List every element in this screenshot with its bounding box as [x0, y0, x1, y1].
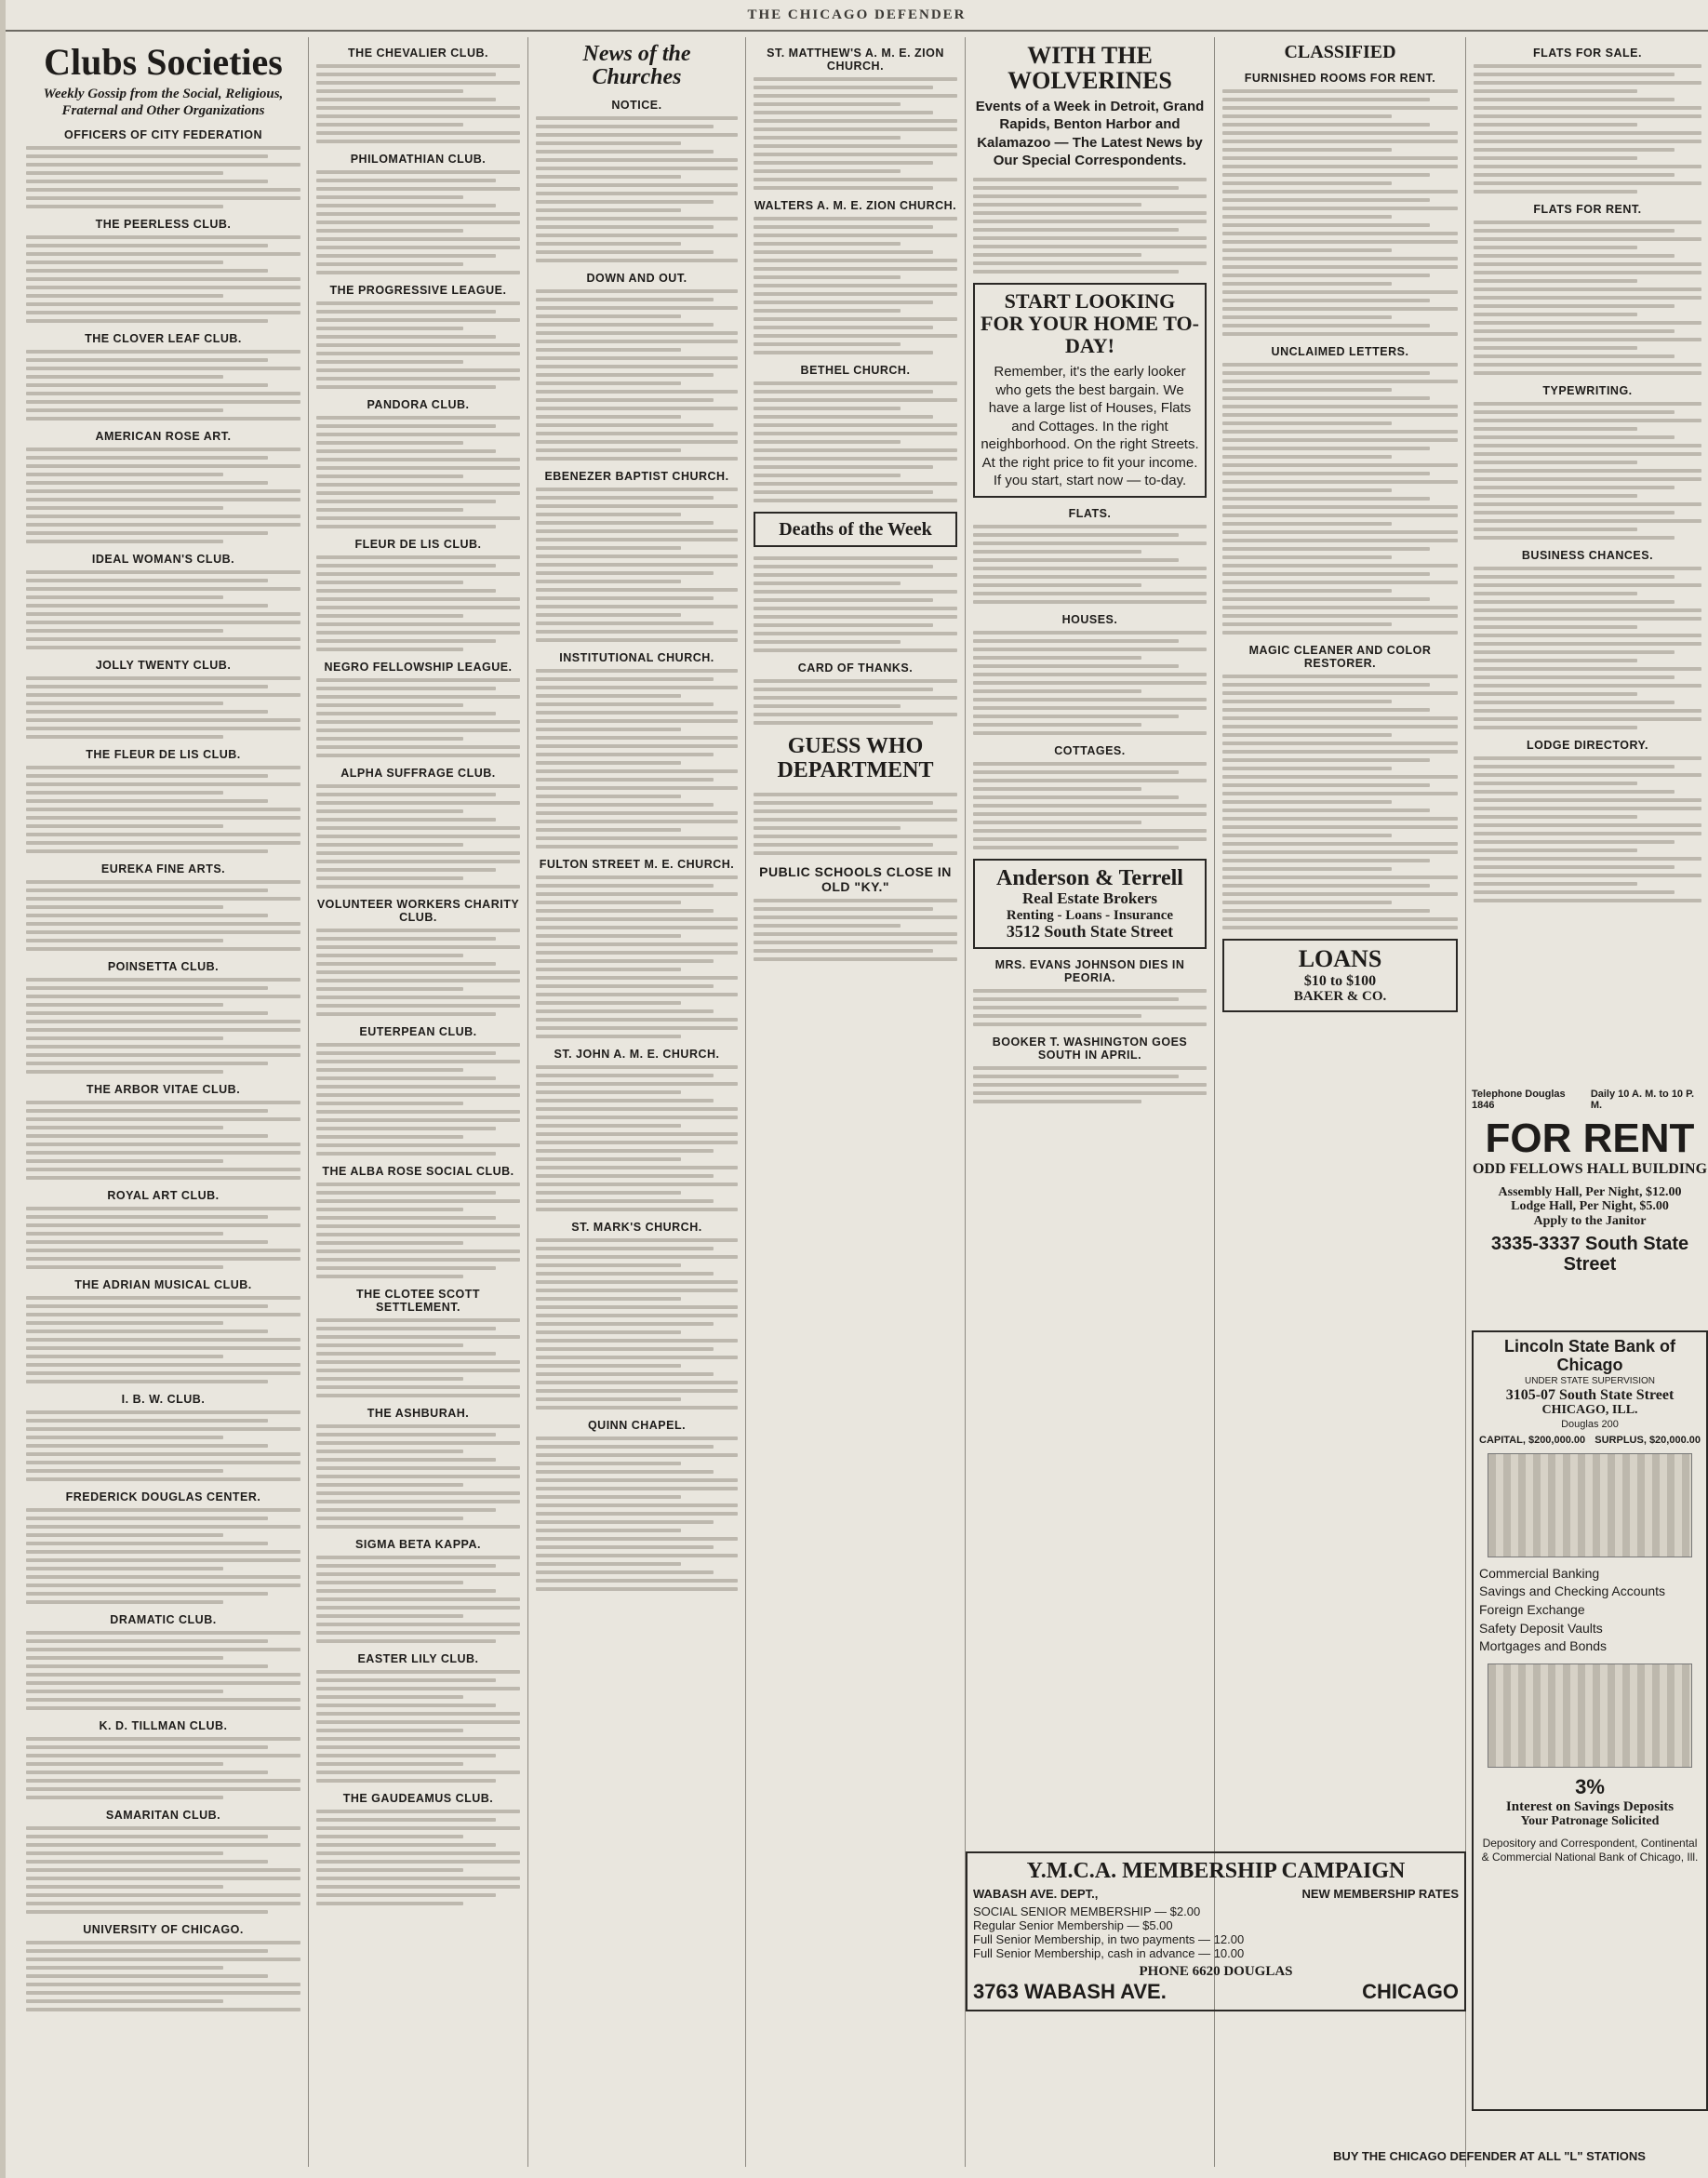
section-body — [973, 762, 1207, 849]
section-body — [26, 448, 300, 543]
realestate-sections — [973, 507, 1207, 849]
section-body — [316, 1318, 520, 1397]
section-body — [316, 1556, 520, 1643]
section-heading: FREDERICK DOUGLAS CENTER. — [65, 1490, 261, 1503]
section-heading: FLATS FOR RENT. — [1533, 203, 1642, 216]
section-heading: MAGIC CLEANER AND COLOR RESTORER. — [1248, 644, 1432, 670]
section-heading: SAMARITAN CLUB. — [105, 1809, 221, 1822]
section-heading: THE PEERLESS CLUB. — [95, 218, 232, 231]
societies-sections — [26, 128, 300, 2011]
section-heading: NOTICE. — [611, 99, 662, 113]
bank-service-item: Savings and Checking Accounts — [1479, 1583, 1666, 1599]
section-body — [536, 669, 738, 848]
section-body — [316, 555, 520, 651]
loans-firm: BAKER & CO. — [1293, 989, 1387, 1005]
bank-interest-rate: 3% — [1575, 1774, 1605, 1798]
ymca-senior: SOCIAL SENIOR MEMBERSHIP — [973, 1904, 1152, 1919]
section-body — [1222, 89, 1458, 336]
ymca-full-price: 12.00 — [1213, 1932, 1245, 1947]
section-body — [26, 1826, 300, 1914]
section-heading: EUREKA FINE ARTS. — [100, 862, 226, 875]
column-church-news — [746, 37, 966, 2167]
loans-title: LOANS — [1298, 945, 1382, 972]
section-body — [26, 146, 300, 208]
loans-ad — [1222, 939, 1458, 1012]
section-body — [536, 1436, 738, 1591]
section-heading: PHILOMATHIAN CLUB. — [350, 153, 487, 166]
section-heading: DOWN AND OUT. — [586, 272, 687, 286]
column-flats — [1466, 37, 1708, 1080]
section-heading: INSTITUTIONAL CHURCH. — [559, 651, 714, 665]
section-body — [316, 301, 520, 389]
realty-name: Anderson & Terrell — [996, 865, 1183, 890]
section-body — [316, 784, 520, 889]
bank-vault-image — [1488, 1664, 1693, 1768]
section-heading: THE ADRIAN MUSICAL CLUB. — [74, 1278, 252, 1291]
section-body — [26, 1941, 300, 2011]
bank-name: Lincoln State Bank of Chicago — [1503, 1337, 1676, 1374]
section-heading: THE GAUDEAMUS CLUB. — [342, 1792, 494, 1805]
section-heading: SIGMA BETA KAPPA. — [355, 1538, 481, 1551]
section-body — [316, 416, 520, 528]
ymca-address: 3763 WABASH AVE. — [973, 1979, 1167, 2003]
classified-title: CLASSIFIED — [1284, 42, 1396, 62]
church-news-sections — [754, 47, 957, 502]
section-heading: AMERICAN ROSE ART. — [95, 430, 232, 443]
ymca-senior-price: $2.00 — [1169, 1904, 1201, 1919]
section-heading: K. D. TILLMAN CLUB. — [99, 1719, 228, 1732]
section-body — [26, 1207, 300, 1269]
section-heading: WALTERS A. M. E. ZION CHURCH. — [754, 199, 957, 212]
schools-title: PUBLIC SCHOOLS CLOSE IN OLD "KY." — [759, 863, 952, 894]
bank-interest-line: Interest on Savings Deposits — [1505, 1798, 1675, 1814]
bank-services — [1479, 1565, 1701, 1656]
section-heading: FLATS. — [1068, 506, 1112, 520]
classified-sections — [1222, 72, 1458, 929]
deaths-body — [754, 556, 957, 652]
section-heading: EBENEZER BAPTIST CHURCH. — [544, 470, 729, 484]
column-churches — [528, 37, 746, 2167]
section-body — [26, 1296, 300, 1383]
ymca-title: Y.M.C.A. MEMBERSHIP CAMPAIGN — [1026, 1859, 1406, 1883]
masthead — [6, 0, 1708, 32]
bank-depository: Depository and Correspondent, Continental & Commercial National Bank of Chicago, Ill. — [1481, 1836, 1699, 1864]
section-heading: FURNISHED ROOMS FOR RENT. — [1244, 72, 1436, 85]
section-heading: BETHEL CHURCH. — [800, 364, 911, 377]
for-rent-headline: FOR RENT — [1485, 1116, 1695, 1161]
section-heading: FLEUR DE LIS CLUB. — [354, 538, 482, 551]
section-heading: ROYAL ART CLUB. — [107, 1189, 220, 1202]
section-heading: HOUSES. — [1061, 612, 1118, 626]
card-of-thanks-title: CARD OF THANKS. — [797, 661, 914, 675]
societies-title: Clubs Societies — [44, 41, 283, 83]
column-wolverines — [966, 37, 1215, 2167]
section-heading: IDEAL WOMAN'S CLUB. — [91, 553, 235, 566]
deaths-title: Deaths of the Week — [779, 519, 932, 540]
bank-patronage: Your Patronage Solicited — [1520, 1814, 1660, 1829]
for-rent-building: ODD FELLOWS HALL BUILDING — [1472, 1161, 1708, 1178]
bank-city: CHICAGO, ILL. — [1541, 1403, 1638, 1418]
section-body — [973, 631, 1207, 735]
column-societies — [19, 37, 309, 2167]
ymca-dept: WABASH AVE. DEPT., — [973, 1887, 1099, 1902]
evans-title: MRS. EVANS JOHNSON DIES IN PEORIA. — [994, 958, 1185, 985]
bank-service-item: Safety Deposit Vaults — [1479, 1620, 1603, 1636]
home-ad-body: Remember, it's the early looker who gets the best bargain. We have a large list of Houses, Flats and Cottages. In the right neighborhood. On the right Streets. At the right price to fit your income. If you start, start now — to-day. — [981, 364, 1199, 489]
section-body — [536, 1065, 738, 1211]
section-heading: FLATS FOR SALE. — [1533, 47, 1642, 60]
section-heading: OFFICERS OF CITY FEDERATION — [63, 128, 263, 141]
ymca-full-adv-price: 10.00 — [1213, 1946, 1245, 1961]
section-body — [26, 570, 300, 649]
section-body — [26, 978, 300, 1074]
section-body — [754, 381, 957, 502]
section-body — [316, 678, 520, 757]
section-body — [1474, 402, 1701, 540]
bank-supervision: UNDER STATE SUPERVISION — [1524, 1375, 1656, 1386]
home-ad — [973, 283, 1207, 498]
section-body — [754, 77, 957, 190]
wolverines-subtitle: Events of a Week in Detroit, Grand Rapids, Benton Harbor and Kalamazoo — The Latest News by Our Special Correspondents. — [975, 98, 1205, 169]
section-heading: BUSINESS CHANCES. — [1521, 549, 1654, 562]
realty-services: Renting - Loans - Insurance — [1006, 907, 1174, 923]
home-ad-headline: START LOOKING FOR YOUR HOME TO-DAY! — [981, 288, 1199, 357]
for-rent-line2: Lodge Hall, Per Night, $5.00 — [1511, 1199, 1669, 1214]
section-body — [316, 1043, 520, 1156]
bank-service-item: Commercial Banking — [1479, 1565, 1600, 1581]
section-body — [536, 289, 738, 461]
washington-title: BOOKER T. WASHINGTON GOES SOUTH IN APRIL. — [992, 1036, 1188, 1062]
section-heading: UNIVERSITY OF CHICAGO. — [83, 1923, 244, 1936]
section-body — [26, 1101, 300, 1180]
section-heading: THE PROGRESSIVE LEAGUE. — [329, 284, 507, 297]
section-body — [754, 217, 957, 354]
bank-phone: Douglas 200 — [1561, 1418, 1619, 1430]
ymca-rates-title: NEW MEMBERSHIP RATES — [1301, 1887, 1459, 1902]
bank-ad — [1472, 1330, 1708, 2111]
section-body — [316, 1183, 520, 1278]
section-heading: NEGRO FELLOWSHIP LEAGUE. — [324, 661, 513, 674]
section-heading: THE ASHBURAH. — [367, 1407, 470, 1420]
section-body — [316, 1424, 520, 1529]
column-clubs — [309, 37, 528, 2167]
realty-role: Real Estate Brokers — [1021, 889, 1158, 908]
section-heading: ST. JOHN A. M. E. CHURCH. — [554, 1048, 720, 1062]
section-body — [26, 676, 300, 739]
loans-amount: $10 to $100 — [1303, 972, 1377, 989]
realty-ad — [973, 859, 1207, 949]
section-heading: JOLLY TWENTY CLUB. — [95, 659, 232, 672]
schools-body — [754, 899, 957, 961]
for-rent-line3: Apply to the Janitor — [1533, 1213, 1647, 1228]
for-rent-line1: Assembly Hall, Per Night, $12.00 — [1498, 1184, 1682, 1199]
ymca-regular-price: $5.00 — [1142, 1918, 1173, 1933]
section-body — [316, 1670, 520, 1783]
section-heading: UNCLAIMED LETTERS. — [1271, 345, 1409, 358]
section-heading: TYPEWRITING. — [1542, 384, 1633, 397]
section-body — [536, 875, 738, 1038]
section-body — [26, 1410, 300, 1481]
churches-sections — [536, 99, 738, 1591]
section-heading: COTTAGES. — [1054, 743, 1126, 757]
for-rent-address: 3335-3337 South State Street — [1490, 1234, 1689, 1276]
for-rent-phone: Telephone Douglas 1846 — [1472, 1089, 1566, 1111]
section-body — [316, 64, 520, 143]
section-body — [26, 235, 300, 323]
ymca-phone: PHONE 6620 DOUGLAS — [1139, 1964, 1293, 1980]
churches-title: News of the Churches — [582, 42, 691, 90]
guess-who-title: GUESS WHO DEPARTMENT — [777, 734, 934, 783]
realty-address: 3512 South State Street — [1006, 922, 1174, 942]
footer-slogan: BUY THE CHICAGO DEFENDER AT ALL "L" STATIONS — [1333, 2149, 1646, 2163]
section-heading: ST. MARK'S CHURCH. — [571, 1221, 702, 1235]
section-heading: THE CLOVER LEAF CLUB. — [85, 332, 242, 345]
wolverines-body — [973, 178, 1207, 274]
section-heading: EUTERPEAN CLUB. — [359, 1025, 477, 1038]
bank-surplus: SURPLUS, $20,000.00 — [1595, 1434, 1701, 1446]
societies-subtitle: Weekly Gossip from the Social, Religious, Fraternal and Other Organizations — [43, 87, 284, 118]
section-body — [536, 1238, 738, 1410]
section-heading: VOLUNTEER WORKERS CHARITY CLUB. — [316, 898, 520, 924]
section-heading: QUINN CHAPEL. — [587, 1419, 687, 1433]
section-body — [26, 880, 300, 951]
bank-service-item: Foreign Exchange — [1479, 1602, 1585, 1618]
section-body — [26, 1631, 300, 1710]
section-heading: DRAMATIC CLUB. — [110, 1613, 217, 1626]
clubs-sections — [316, 47, 520, 1905]
section-heading: ST. MATTHEW'S A. M. E. ZION CHURCH. — [767, 47, 944, 73]
section-heading: THE FLEUR DE LIS CLUB. — [86, 748, 241, 761]
for-rent-hours: Daily 10 A. M. to 10 P. M. — [1590, 1089, 1695, 1111]
guess-who-body — [754, 793, 957, 855]
section-body — [316, 1810, 520, 1905]
section-body — [1222, 363, 1458, 635]
section-heading: PANDORA CLUB. — [367, 398, 470, 411]
for-rent-ad — [1472, 1089, 1708, 1275]
section-heading: THE CHEVALIER CLUB. — [348, 47, 488, 60]
section-heading: ALPHA SUFFRAGE CLUB. — [340, 767, 496, 780]
section-body — [26, 1737, 300, 1799]
ymca-full: Full Senior Membership, in two payments — [973, 1932, 1195, 1947]
section-body — [973, 525, 1207, 604]
section-body — [26, 350, 300, 421]
section-heading: LODGE DIRECTORY. — [1527, 739, 1648, 752]
bank-building-image — [1488, 1453, 1693, 1557]
section-body — [26, 1508, 300, 1604]
section-body — [316, 929, 520, 1016]
section-heading: EASTER LILY CLUB. — [357, 1652, 479, 1665]
card-of-thanks-body — [754, 679, 957, 725]
section-heading: FULTON STREET M. E. CHURCH. — [539, 858, 735, 872]
section-heading: THE ALBA ROSE SOCIAL CLUB. — [322, 1165, 514, 1178]
section-body — [1474, 64, 1701, 194]
deaths-box — [754, 512, 957, 547]
section-body — [316, 170, 520, 274]
wolverines-title: WITH THE WOLVERINES — [1007, 42, 1172, 95]
section-heading: THE ARBOR VITAE CLUB. — [86, 1083, 241, 1096]
ymca-regular: Regular Senior Membership — [973, 1918, 1124, 1933]
section-heading: POINSETTA CLUB. — [107, 960, 220, 973]
section-body — [26, 766, 300, 853]
section-heading: I. B. W. CLUB. — [121, 1393, 206, 1406]
section-body — [536, 116, 738, 262]
section-heading: THE CLOTEE SCOTT SETTLEMENT. — [356, 1288, 480, 1314]
section-body — [1474, 567, 1701, 729]
bank-service-item: Mortgages and Bonds — [1479, 1638, 1607, 1654]
column-classified — [1215, 37, 1466, 2167]
ymca-ad: Y.M.C.A. MEMBERSHIP CAMPAIGN WABASH AVE. DEPT., NEW MEMBERSHIP RATES SOCIAL SENIOR MEMBERSHIP — $2.00 Regular Senior Membership — $5.00 Full Senior Membership, in two payments — 12.00 Full Senior Membership, cash in advance — 10.00 PHONE 6620 DOUGLAS 3763 WABASH AVE. CHICAGO — [966, 1851, 1466, 2011]
section-body — [1222, 675, 1458, 929]
section-body — [1474, 220, 1701, 375]
section-body — [536, 488, 738, 642]
ymca-full-adv: Full Senior Membership, cash in advance — [973, 1946, 1195, 1961]
masthead-title: THE CHICAGO DEFENDER — [747, 7, 967, 22]
bank-address: 3105-07 South State Street — [1505, 1386, 1675, 1403]
flats-sections — [1474, 47, 1701, 902]
bank-capital: CAPITAL, $200,000.00 — [1479, 1434, 1586, 1446]
ymca-city: CHICAGO — [1362, 1979, 1459, 2003]
section-body — [1474, 756, 1701, 902]
